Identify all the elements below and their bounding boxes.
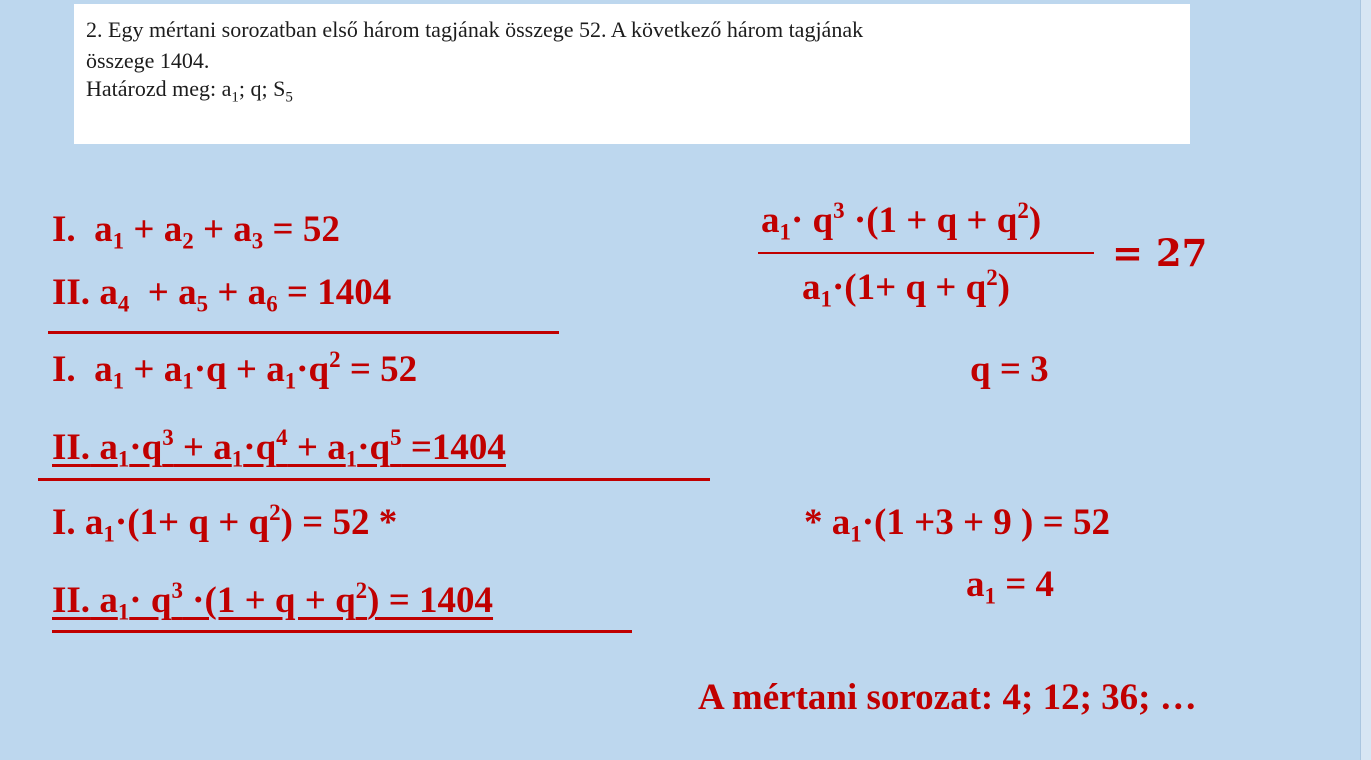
equation-6: II. $a_1\cdot q^3 \cdot(1 + q + q^2) = 1404$ xyxy=(52,577,494,625)
fraction-numerator: $a_1\cdot q^3 \cdot(1 + q + q^2)$ xyxy=(761,197,1042,245)
fraction-denominator: $a_1\cdot(1+ q + q^2)$ xyxy=(802,264,1010,312)
equation-1: I. $a_1 + a_2 + a_3 = 52$ xyxy=(52,209,340,254)
problem-line-1: 2. Egy mértani sorozatban első három tagjának összege 52. A következő három tagjának xyxy=(86,17,864,42)
divider-1 xyxy=(48,331,559,334)
substitution: * $a_1\cdot(1 +3 + 9$ ) = 52 xyxy=(804,502,1110,547)
scrollbar[interactable] xyxy=(1360,0,1371,760)
problem-statement-box xyxy=(74,4,1190,144)
fraction-bar xyxy=(758,252,1094,254)
equation-2: II. $a_4 + a_5 + a_6 = 1404$ xyxy=(52,272,392,317)
divider-3 xyxy=(52,630,632,633)
equation-4: II. $a_1\cdot q^3 + a_1\cdot q^4 + a_1\cdot q^5 =1404$ xyxy=(52,424,506,472)
problem-line-3: Határozd meg: $a_1$; q; $S_5$ xyxy=(86,76,293,106)
divider-2 xyxy=(38,478,710,481)
conclusion: A mértani sorozat: 4; 12; 36; … xyxy=(698,677,1197,718)
fraction-result: = 27 xyxy=(1112,231,1208,275)
a1-result: $a_1 = 4$ xyxy=(966,564,1055,609)
q-result: q = 3 xyxy=(970,349,1049,390)
problem-line-2: összege 1404. xyxy=(86,48,210,73)
equation-5: I. $a_1\cdot(1+ q + q^2) = 52$ * xyxy=(52,499,398,547)
equation-3: I. $a_1 + a_1\cdot q + a_1\cdot q^2 = 52$ xyxy=(52,346,418,394)
